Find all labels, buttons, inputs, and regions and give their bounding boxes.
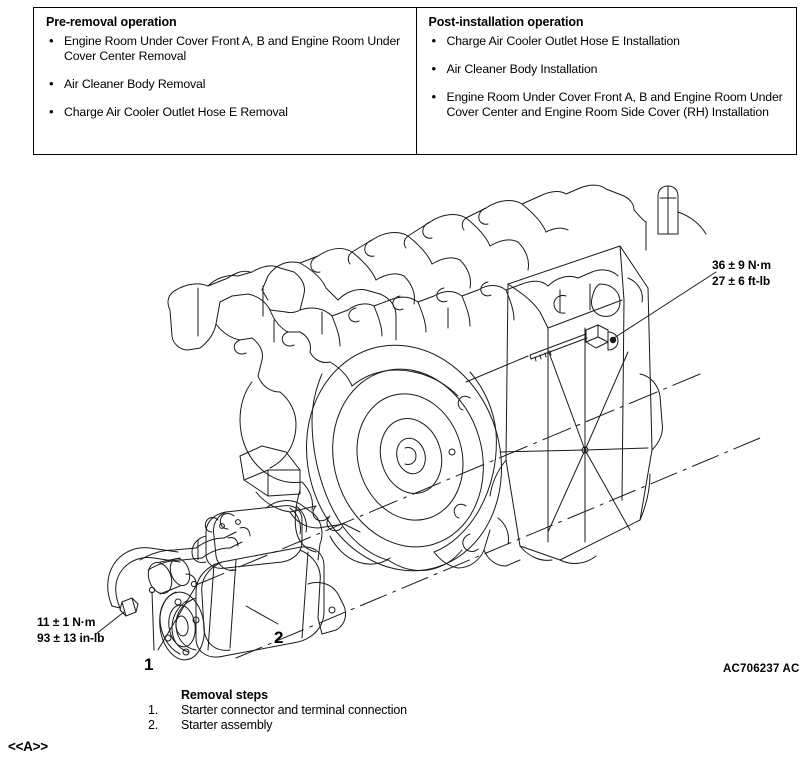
list-item [44, 77, 406, 92]
starter-mounting-bolt [530, 325, 618, 361]
leader-lines [96, 272, 716, 650]
list-item-label: Air Cleaner Body Removal [64, 76, 206, 91]
list-item-label: Engine Room Under Cover Front A, B and Engine Room Under Cover Center and Engine Room Side Cover (RH) Installation [446, 89, 783, 119]
torque-metric-value: 11 ± 1 N·m [37, 615, 96, 629]
starter-motor-assembly [155, 501, 345, 663]
transmission-case [490, 246, 663, 563]
removal-steps-title: Removal steps [181, 688, 268, 702]
bullet-icon: • [49, 32, 54, 48]
bullet-icon: • [431, 88, 436, 104]
bullet-icon: • [431, 32, 436, 48]
callout-number-2: 2 [274, 628, 284, 647]
callout-number-1: 1 [144, 655, 154, 674]
removal-step-index: 1. [148, 703, 159, 717]
list-item-label: Engine Room Under Cover Front A, B and Engine Room Under Cover Center Removal [64, 33, 401, 63]
cylinder-head-assembly [262, 185, 706, 300]
intake-manifold [274, 242, 590, 346]
bullet-icon: • [49, 75, 54, 91]
list-item [427, 62, 788, 77]
figure-code: AC706237 AC [723, 663, 800, 675]
assembly-centerline [196, 374, 700, 585]
torque-spec-terminal-nut [37, 615, 104, 647]
list-item [44, 105, 406, 120]
torque-imperial-value: 27 ± 6 ft-lb [712, 273, 771, 288]
list-item [427, 34, 788, 49]
list-item-label: Charge Air Cooler Outlet Hose E Installation [446, 33, 680, 48]
list-item [427, 90, 788, 120]
bullet-icon: • [431, 60, 436, 76]
torque-spec-starter-mounting-bolt [712, 258, 771, 290]
engine-starter-illustration [0, 160, 808, 700]
list-item [44, 34, 406, 64]
removal-steps-legend [148, 688, 478, 733]
bullet-icon: • [49, 104, 54, 119]
front-accessory-bracket [168, 266, 330, 392]
removal-step-row [148, 718, 478, 733]
torque-imperial-value: 93 ± 13 in-lb [37, 630, 105, 645]
torque-metric-value: 36 ± 9 N·m [712, 258, 771, 272]
removal-step-index: 2. [148, 718, 159, 732]
post-installation-operation-column [417, 8, 798, 154]
list-item-label: Air Cleaner Body Installation [446, 61, 598, 76]
bell-housing [280, 322, 527, 594]
pre-removal-operation-list [44, 34, 406, 121]
operations-table [33, 7, 797, 155]
removal-step-label: Starter connector and terminal connection [181, 703, 407, 717]
removal-step-row [148, 703, 478, 718]
post-installation-operation-title: Post-installation operation [428, 15, 584, 29]
pre-removal-operation-column [34, 8, 417, 154]
removal-step-label: Starter assembly [181, 718, 273, 732]
post-installation-operation-list [427, 34, 788, 121]
case-radial-ribs [500, 328, 648, 542]
view-marker-a: <<A>> [8, 739, 48, 754]
pre-removal-operation-title: Pre-removal operation [46, 15, 177, 29]
list-item-label: Charge Air Cooler Outlet Hose E Removal [64, 105, 288, 119]
illustration-svg [0, 160, 808, 700]
